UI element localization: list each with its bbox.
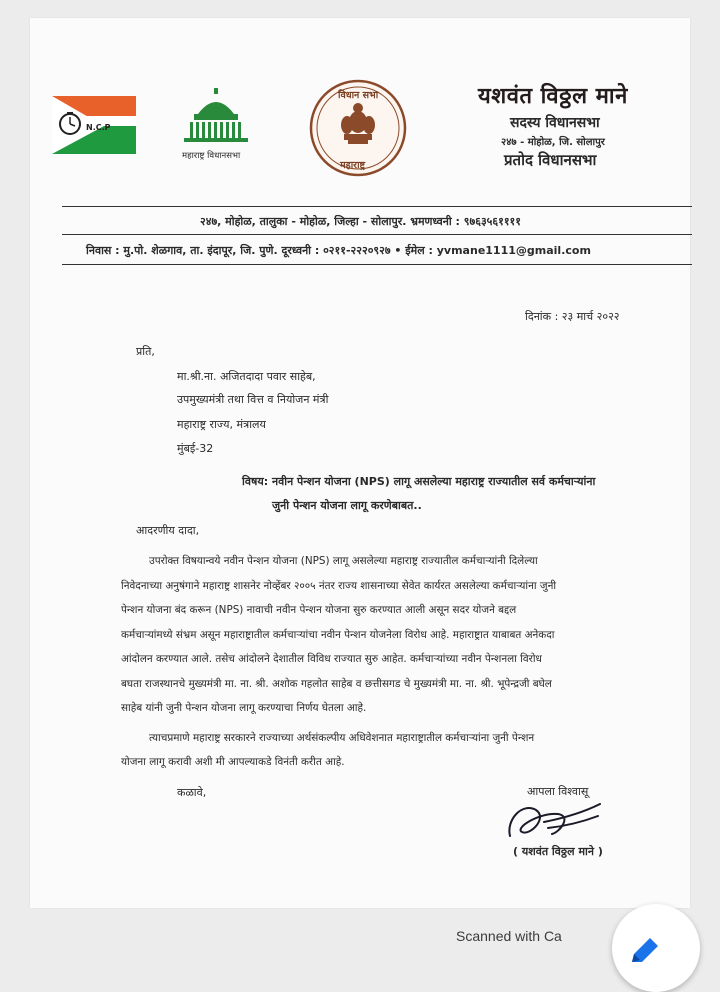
scanned-letter-page xyxy=(30,18,690,908)
signature xyxy=(500,792,610,848)
signatory-name: ( यशवंत विठ्ठल माने ) xyxy=(513,845,603,858)
closing-kalave: कळावे, xyxy=(177,786,207,799)
subject-line: जुनी पेन्शन योजना लागू करणेबाबत.. xyxy=(272,499,422,512)
body-line: कर्मचाऱ्यांमध्ये संभ्रम असून महाराष्ट्रातील कर्मचाऱ्यांचा नवीन पेन्शन योजनेला विरोध आहे. महाराष्ट्रात याबाबत अनेकदा xyxy=(121,629,555,641)
seal-bottom-text: महाराष्ट्र xyxy=(340,160,366,171)
body-line: निवेदनाच्या अनुषंगाने महाराष्ट्र शासनेर नोव्हेंबर २००५ नंतर राज्य शासनाच्या सेवेत कार्यरत असलेल्या कर्मचाऱ्यांना जुनी xyxy=(121,580,557,592)
seal-top-text: विधान सभा xyxy=(338,90,379,101)
office-address: २४७, मोहोळ, तालुका - मोहोळ, जिल्हा - सोलापुर. भ्रमणध्वनी : ९७६३५६११११ xyxy=(200,215,521,228)
pencil-icon xyxy=(626,934,662,970)
sender-constituency: २४७ - मोहोळ, जि. सोलापुर xyxy=(501,137,605,148)
closing-line: योजना लागू करावी अशी मी आपल्याकडे विनंती करीत आहे. xyxy=(121,756,345,768)
body-line: बघता राजस्थानचे मुख्यमंत्री मा. ना. श्री. अशोक गहलोत साहेब व छत्तीसगड चे मुख्यमंत्री मा. ना. श्री. भूपेन्द्रजी बघेल xyxy=(121,678,552,690)
subject-line: नवीन पेन्शन योजना (NPS) लागू असलेल्या महाराष्ट्र राज्यातील सर्व कर्मचाऱ्यांना xyxy=(272,475,596,488)
residence-address: निवास : मु.पो. शेळगाव, ता. इंदापूर, जि. पुणे. दूरध्वनी : ०२११-२२२०९२७ • ईमेल : yvmane1111@gmail.com xyxy=(86,244,591,257)
body-line: साहेब यांनी जुनी पेन्शन योजना लागू करण्याचा निर्णय घेतला आहे. xyxy=(121,702,367,714)
ncp-label: N.C.P xyxy=(86,123,111,132)
recipient-line: महाराष्ट्र राज्य, मंत्रालय xyxy=(177,418,266,431)
letter-date: दिनांक : २३ मार्च २०२२ xyxy=(525,310,620,323)
sender-designation: सदस्य विधानसभा xyxy=(510,115,600,131)
recipient-line: उपमुख्यमंत्री तथा वित्त व नियोजन मंत्री xyxy=(177,393,329,406)
edit-fab-button[interactable] xyxy=(612,904,700,992)
salutation: आदरणीय दादा, xyxy=(136,524,200,537)
ncp-logo xyxy=(52,96,136,154)
body-line: पेन्शन योजना बंद करून (NPS) नावाची नवीन पेन्शन योजना सुरु करण्यात आली असून सदर योजने बद्दल xyxy=(121,604,517,616)
closing-yours: आपला विश्वासू xyxy=(527,785,589,798)
body-line: आंदोलन करण्यात आले. तसेच आंदोलने देशातील विविध राज्यात सुरु आहेत. कर्मचाऱ्यांच्या नवीन पेन्शनला विरोध xyxy=(121,653,542,665)
body-line: उपरोक्त विषयान्वये नवीन पेन्शन योजना (NPS) लागू असलेल्या महाराष्ट्र राज्यातील कर्मचाऱ्यांनी दिलेल्या xyxy=(149,555,538,567)
scanned-watermark-text: Scanned with Ca xyxy=(456,928,562,944)
header-divider-bottom xyxy=(62,264,692,265)
vidhan-bhavan-logo xyxy=(180,86,252,148)
assembly-logo-caption: महाराष्ट्र विधानसभा xyxy=(182,151,241,161)
header-divider-middle xyxy=(62,234,692,235)
recipient-prefix: प्रति, xyxy=(136,345,155,358)
closing-line: त्याचप्रमाणे महाराष्ट्र सरकारने राज्याच्या अर्थसंकल्पीय अधिवेशनात महाराष्ट्रातील कर्मचाऱ्यांना जुनी पेन्शन xyxy=(149,732,535,744)
recipient-line: मुंबई-32 xyxy=(177,442,214,455)
sender-name: यशवंत विठ्ठल माने xyxy=(478,84,628,109)
header-divider-top xyxy=(62,206,692,207)
recipient-line: मा.श्री.ना. अजितदादा पवार साहेब, xyxy=(177,370,316,383)
subject-label: विषय: xyxy=(242,475,269,488)
sender-whip-title: प्रतोद विधानसभा xyxy=(504,151,597,169)
